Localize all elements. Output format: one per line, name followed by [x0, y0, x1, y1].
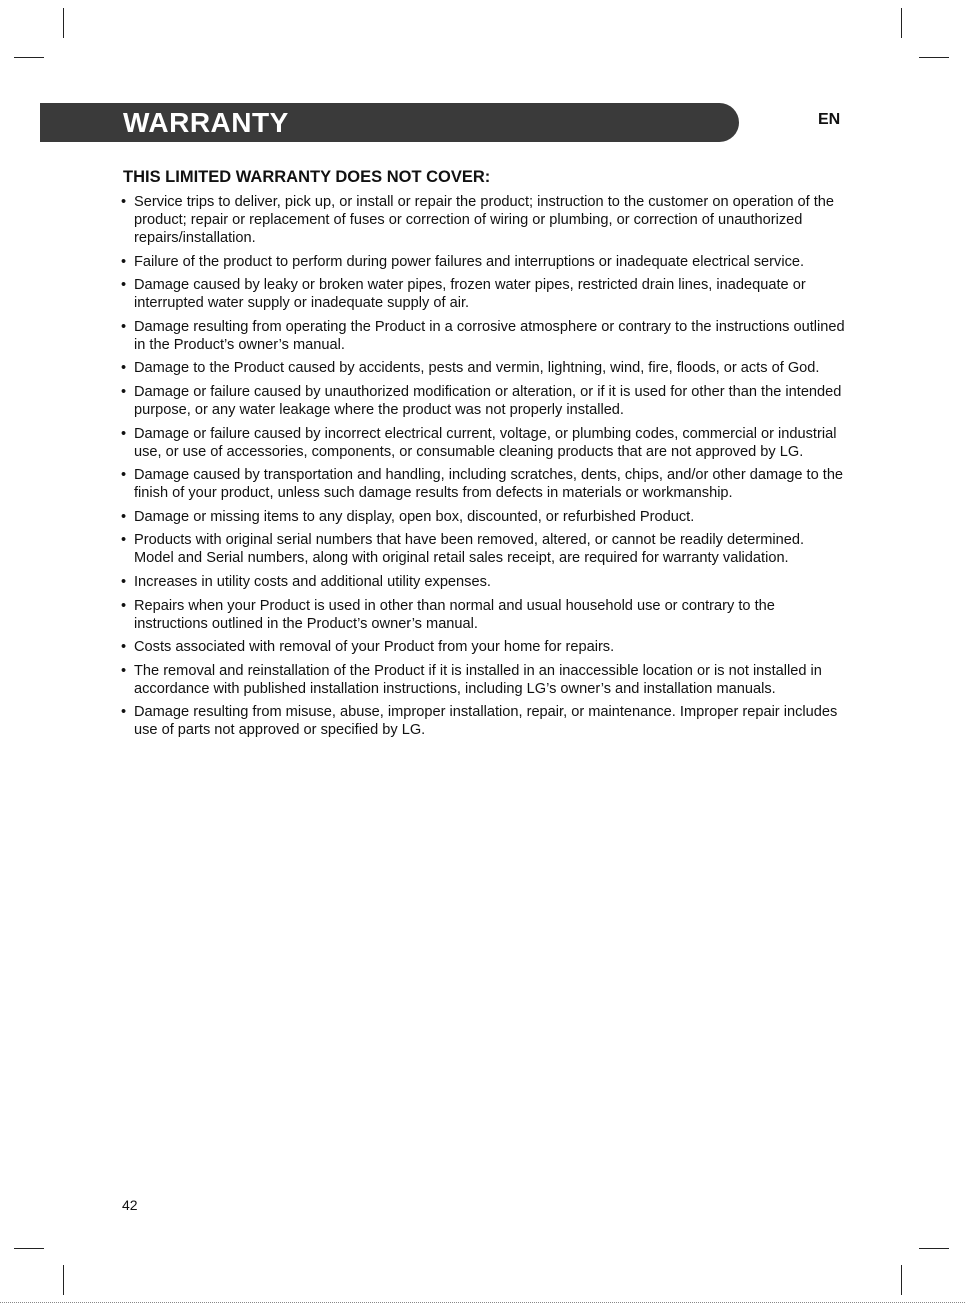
crop-mark — [63, 1265, 64, 1295]
crop-mark — [919, 57, 949, 58]
crop-mark — [919, 1248, 949, 1249]
list-item — [121, 253, 846, 271]
list-item-text: Damage or failure caused by unauthorized modification or alteration, or if it is used for other than the intended purpose, or any water leakage where the product was not properly installed. — [134, 383, 842, 418]
list-item — [121, 638, 846, 656]
bullet-icon: • — [121, 383, 127, 400]
bullet-icon: • — [121, 532, 127, 549]
list-item — [121, 573, 846, 591]
bullet-icon: • — [121, 425, 127, 442]
page-number: 42 — [122, 1197, 138, 1213]
bullet-icon: • — [121, 597, 127, 614]
list-item-text: Failure of the product to perform during power failures and interruptions or inadequate electrical service. — [134, 253, 805, 270]
bullet-icon: • — [121, 639, 127, 656]
bullet-icon: • — [121, 194, 127, 210]
bullet-icon: • — [121, 573, 127, 590]
list-item — [121, 276, 846, 312]
bullet-icon: • — [121, 704, 127, 721]
list-item — [121, 703, 846, 739]
list-item — [121, 662, 846, 698]
language-label: EN — [818, 111, 841, 128]
list-item-text: Costs associated with removal of your Product from your home for repairs. — [134, 639, 615, 656]
list-item — [121, 425, 846, 461]
exclusion-list — [121, 193, 846, 745]
list-item-text: Damage resulting from operating the Product in a corrosive atmosphere or contrary to the instructions outlined in the Product’s owner’s manual. — [134, 318, 845, 353]
page-title: WARRANTY — [123, 107, 289, 138]
list-item — [121, 531, 846, 567]
bullet-icon: • — [121, 662, 127, 679]
list-item-text: The removal and reinstallation of the Product if it is installed in an inaccessible location or is not installed in accordance with published installation instructions, including LG’s owner’s and installation manuals. — [134, 662, 822, 697]
page-edge — [0, 1302, 965, 1303]
list-item — [121, 383, 846, 419]
list-item-text: Service trips to deliver, pick up, or install or repair the product; instruction to the customer on operation of the product; repair or replacement of fuses or correction of wiring or plumbing, or correction of unauthorized repairs/installation. — [134, 194, 835, 246]
bullet-icon: • — [121, 318, 127, 335]
list-item — [121, 193, 846, 247]
bullet-icon: • — [121, 467, 127, 484]
crop-mark — [14, 1248, 44, 1249]
bullet-icon: • — [121, 360, 127, 377]
list-item — [121, 318, 846, 354]
bullet-icon: • — [121, 277, 127, 294]
list-item-text: Damage or missing items to any display, open box, discounted, or refurbished Product. — [134, 508, 695, 525]
list-item-text: Increases in utility costs and additional utility expenses. — [134, 573, 491, 590]
list-item — [121, 597, 846, 633]
list-item — [121, 466, 846, 502]
bullet-icon: • — [121, 253, 127, 270]
crop-mark — [14, 57, 44, 58]
crop-mark — [63, 8, 64, 38]
list-item-text: Damage caused by transportation and handling, including scratches, dents, chips, and/or other damage to the finish of your product, unless such damage results from defects in materials or workmanship. — [134, 467, 844, 502]
list-item-text: Damage caused by leaky or broken water pipes, frozen water pipes, restricted drain lines, inadequate or interrupted water supply or inadequate supply of air. — [134, 277, 806, 312]
list-item-text: Repairs when your Product is used in other than normal and usual household use or contrary to the instructions outlined in the Product’s owner’s manual. — [134, 597, 775, 632]
list-item — [121, 508, 846, 526]
section-heading: THIS LIMITED WARRANTY DOES NOT COVER: — [123, 168, 491, 186]
title-banner — [40, 103, 739, 142]
crop-mark — [901, 8, 902, 38]
list-item-text: Damage to the Product caused by accidents, pests and vermin, lightning, wind, fire, floods, or acts of God. — [134, 360, 820, 377]
crop-mark — [901, 1265, 902, 1295]
list-item-text: Products with original serial numbers that have been removed, altered, or cannot be readily determined. Model and Serial numbers, along with original retail sales receipt, are required for warranty validation. — [134, 532, 805, 567]
list-item-text: Damage or failure caused by incorrect electrical current, voltage, or plumbing codes, commercial or industrial use, or use of accessories, components, or consumable cleaning products that are not approved by LG. — [134, 425, 837, 460]
list-item — [121, 359, 846, 377]
list-item-text: Damage resulting from misuse, abuse, improper installation, repair, or maintenance. Improper repair includes use of parts not approved or specified by LG. — [134, 704, 838, 739]
bullet-icon: • — [121, 508, 127, 525]
